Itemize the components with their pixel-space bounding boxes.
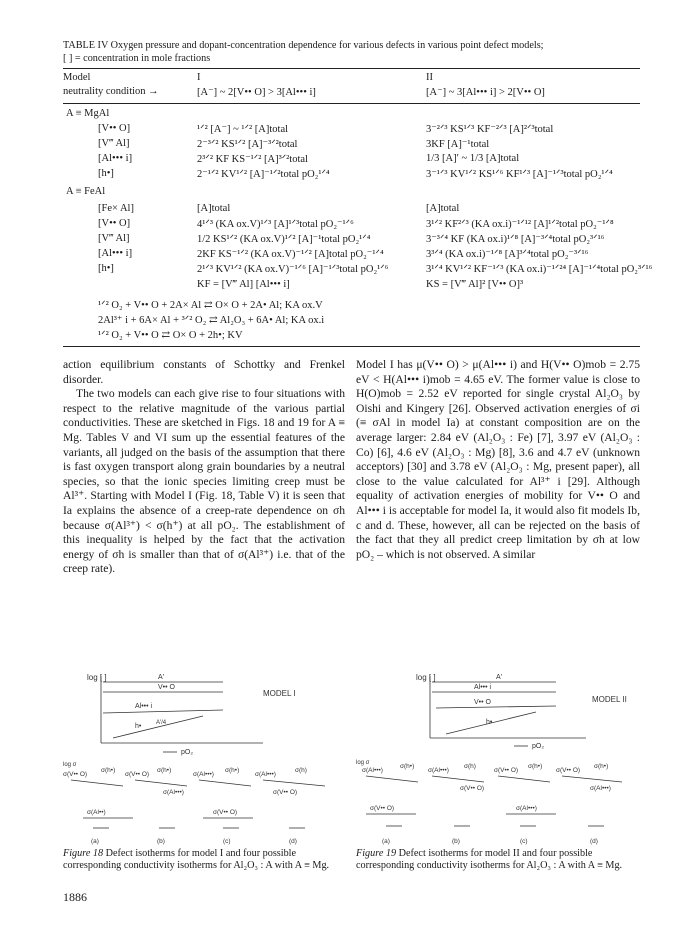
table-b-defect-3: [Al••• i]: [98, 248, 133, 259]
table-a-defect-3: [h•]: [98, 168, 114, 179]
fig19-model-label: MODEL II: [592, 695, 627, 704]
fig18-cond-label-2: σ(V•• O): [125, 771, 150, 778]
fig19-panel-a: (a): [382, 838, 390, 845]
fig19-level-label-vo: V•• O: [474, 699, 491, 706]
fig18-level-label-acceptor: A′: [158, 674, 164, 681]
fig18-p-label: pO₂: [181, 749, 194, 756]
table-head-model-II: II: [426, 72, 433, 83]
table-a-II-1: 3KF [A]⁻¹total: [426, 139, 490, 150]
fig18-log-sigma: log σ: [63, 762, 77, 768]
right-paragraph-1: Model I has μ(V•• O) > μ(Al••• i) and H(V•• O)mob = 2.75 eV < H(Al••• i)mob = 4.65 eV. The former value is close to H(O)mob = 2.52 eV reported for single crystal Al₂O₃ by Oishi and Kingery [26]. Observed activation energies of σi (≡ σAl in model Ia) at constant composition are on the average larger: 2.84 eV (Al₂O₃ : Fe) [7], 3.97 eV (Al₂O₃ : Co) [6], 4.6 eV (Al₂O₃ : Mg) [8], 3.6 and 4.7 eV (unknown acceptors) [30] and 3.78 eV (Al₂O₃ : Mg, present paper), all close to the value calculated for Al³⁺ i [29]. Although equality of activation energies of mobility for V•• O and Al••• i is acceptable for model Ia, it would also fit models Ib, c and d. These, however, all can be rejected on the basis of the fact that they all predict creep limitation by σh at low pO₂ – which is not observed. A similar: [356, 358, 640, 561]
left-column: [63, 358, 345, 577]
fig19-cond-label-0: σ(Al•••): [362, 767, 383, 774]
table-b-I-2: 1/2 KS¹ᐟ² (KA ox.V)¹ᐟ² [A]⁻¹total pO₂¹ᐟ⁴: [197, 234, 371, 245]
fig18-iso-d: [263, 780, 325, 786]
fig19-iso-a: [366, 776, 418, 782]
fig18-iso-b: [135, 780, 187, 786]
table-a-II-0: 3⁻²ᐟ³ KS¹ᐟ³ KF⁻²ᐟ³ [A]²ᐟ³total: [426, 124, 554, 135]
fig19-iso-d: [562, 776, 622, 782]
table-b-defect-0: [Fe× Al]: [98, 203, 134, 214]
left-paragraph-2: The two models can each give rise to four situations with respect to the relative magnitude of the various partial conductivities. These are sketched in Figs. 18 and 19 for A ≡ Mg. Tables V and VI sum up the essential features of the variants, all judged on the basis of the assumption that there is fast oxygen transport along grain boundaries by a neutral species, so that the ionic species limiting creep must be Al³⁺. Starting with Model I (Fig. 18, Table V) it is seen that Ia explains the absence of a creep-rate dependence on σh because σ(Al³⁺) < σ(h⁺) at all pO₂. The establishment of this inequality is helped by the fact that the activation energy of σh is smaller than that of σ(Al³⁺) i.e. that of the creep rate).: [63, 387, 345, 576]
table-b-I-1: 4¹ᐟ³ (KA ox.V)¹ᐟ³ [A]¹ᐟ³total pO₂⁻¹ᐟ⁶: [197, 219, 354, 230]
fig18-panel-c: (c): [223, 838, 231, 845]
table-b-defect-2: [V‴ Al]: [98, 233, 130, 244]
table-a-defect-2: [Al••• i]: [98, 153, 133, 164]
table-reaction-3: ¹ᐟ² O₂ + V•• O ⇄ O× O + 2h•; KV: [98, 330, 243, 341]
fig18-lower-label-0: σ(Al•••): [163, 789, 184, 796]
fig19-panel-d: (d): [590, 838, 598, 845]
fig18-level-label-vo: V•• O: [158, 684, 175, 691]
table-caption-line-1: TABLE IV Oxygen pressure and dopant-concentration dependence for various defects in various point defect models;: [63, 40, 544, 51]
figure-19-caption: [356, 848, 640, 873]
table-a-I-3: 2⁻¹ᐟ² KV¹ᐟ² [A]⁻¹ᐟ²total pO₂¹ᐟ⁴: [197, 169, 330, 180]
fig19-panel-b: (b): [452, 838, 460, 845]
table-head-condition: neutrality condition →: [63, 86, 159, 97]
fig18-cond-label-0: σ(V•• O): [63, 771, 88, 778]
table-reaction-1: ¹ᐟ² O₂ + V•• O + 2A× Al ⇄ O× O + 2A• Al; KA ox.V: [98, 300, 323, 311]
table-b-defect-1: [V•• O]: [98, 218, 131, 229]
fig19-bottom-label-0: σ(V•• O): [370, 805, 395, 812]
fig19-cond-label-2: σ(Al•••): [428, 767, 449, 774]
table-a-II-3: 3⁻¹ᐟ³ KV¹ᐟ² KS¹ᐟ⁶ KF¹ᐟ³ [A]⁻¹ᐟ³total pO₂¹ᐟ⁴: [426, 169, 613, 180]
figure-18-caption-label: Figure 18: [63, 848, 104, 859]
fig19-cond-label-3: σ(h): [464, 763, 476, 770]
fig18-panel-d: (d): [289, 838, 297, 845]
fig18-cond-label-1: σ(h•): [101, 767, 116, 774]
table-a-I-1: 2⁻³ᐟ² KS¹ᐟ² [A]⁻³ᐟ²total: [197, 139, 298, 150]
fig18-model-label: MODEL I: [263, 689, 296, 698]
table-caption-line-2: [ ] = concentration in mole fractions: [63, 52, 211, 64]
fig19-cond-label-7: σ(h•): [594, 763, 609, 770]
table-head-rule: [63, 103, 640, 104]
fig18-bottom-label-0: σ(Al••): [87, 809, 106, 816]
table-a-I-0: ¹ᐟ² [A⁻] ~ ¹ᐟ² [A]total: [197, 124, 289, 135]
fig19-p-label: pO₂: [532, 743, 545, 750]
fig19-level-vo: [436, 706, 556, 708]
figure-18-caption-text: Defect isotherms for model I and four possible corresponding conductivity isotherms for Al₂O₃ : A with A ≡ Mg.: [63, 848, 330, 872]
figure-18-diagram: [63, 668, 345, 846]
fig18-cond-label-5: σ(h•): [225, 767, 240, 774]
fig19-level-label-acceptor: A′: [496, 674, 502, 681]
table-reaction-2: 2Al³⁺ i + 6A× Al + ³ᐟ² O₂ ⇄ Al₂O₃ + 6A• Al; KA ox.i: [98, 315, 325, 326]
fig19-iso-b: [432, 776, 484, 782]
fig18-panel-a: (a): [91, 838, 99, 845]
fig18-cond-label-7: σ(h): [295, 767, 307, 774]
figure-19-diagram: [356, 668, 640, 846]
left-paragraph-1: action equilibrium constants of Schottky and Frenkel disorder.: [63, 358, 345, 386]
table-head-model: Model: [63, 72, 91, 83]
figure-19-caption-text: Defect isotherms for model II and four possible corresponding conductivity isotherms for Al₂O₃ : A with A ≡ Mg.: [356, 848, 623, 872]
fig18-iso-c: [199, 780, 251, 786]
fig19-level-label-h: h•: [486, 719, 493, 726]
table-cond-I: [A⁻] ~ 2[V•• O] > 3[Al••• i]: [197, 87, 316, 98]
fig19-iso-c: [498, 776, 550, 782]
table-section-mg: A ≡ MgAl: [66, 108, 110, 119]
table-ks-definition: KS = [V‴ Al]² [V•• O]³: [426, 279, 524, 290]
table-b-II-3: 3³ᐟ⁴ (KA ox.i)⁻¹ᐟ⁸ [A]³ᐟ⁴total pO₂⁻³ᐟ¹⁶: [426, 249, 589, 260]
table-a-I-2: 2³ᐟ² KF KS⁻¹ᐟ² [A]³ᐟ²total: [197, 154, 308, 165]
fig18-lower-label-1: σ(V•• O): [273, 789, 298, 796]
fig19-panel-c: (c): [520, 838, 528, 845]
fig18-level-label-al: Al••• i: [135, 703, 153, 710]
table-b-I-0: [A]total: [197, 203, 231, 214]
table-b-II-0: [A]total: [426, 203, 460, 214]
table-a-defect-0: [V•• O]: [98, 123, 131, 134]
fig19-cond-label-1: σ(h•): [400, 763, 415, 770]
fig18-y-label: log [ ]: [87, 673, 107, 682]
table-bottom-rule: [63, 346, 640, 347]
table-top-rule: [63, 68, 640, 69]
fig19-cond-label-6: σ(V•• O): [556, 767, 581, 774]
table-b-II-2: 3⁻³ᐟ⁴ KF (KA ox.i)¹ᐟ⁸ [A]⁻³ᐟ⁴total pO₂³ᐟ¹⁶: [426, 234, 605, 245]
fig19-y-label: log [ ]: [416, 673, 436, 682]
table-b-defect-4: [h•]: [98, 263, 114, 274]
table-b-II-4: 3¹ᐟ⁴ KV¹ᐟ² KF⁻¹ᐟ³ (KA ox.i)⁻¹ᐟ²⁴ [A]⁻¹ᐟ⁴total pO₂³ᐟ¹⁶: [426, 264, 653, 275]
table-section-fe: A ≡ FeAl: [66, 186, 106, 197]
figure-19-caption-label: Figure 19: [356, 848, 397, 859]
fig18-level-label-h: h•: [135, 723, 142, 730]
fig19-log-sigma: log σ: [356, 760, 370, 766]
fig18-cond-label-6: σ(Al•••): [255, 771, 276, 778]
page-number: 1886: [63, 890, 87, 904]
table-a-II-2: 1/3 [A]′ ~ 1/3 [A]total: [426, 153, 520, 164]
table-cond-II: [A⁻] ~ 3[Al••• i] > 2[V•• O]: [426, 87, 545, 98]
table-caption: [63, 40, 643, 65]
fig18-panel-b: (b): [157, 838, 165, 845]
fig18-level-label-quarter: A′/4: [156, 720, 167, 726]
fig19-lower-label-0: σ(V•• O): [460, 785, 485, 792]
fig19-lower-label-1: σ(Al•••): [590, 785, 611, 792]
table-b-I-4: 2¹ᐟ³ KV¹ᐟ² (KA ox.V)⁻¹ᐟ⁶ [A]⁻¹ᐟ³total pO₂¹ᐟ⁶: [197, 264, 389, 275]
fig19-cond-label-5: σ(h•): [528, 763, 543, 770]
fig18-level-al: [103, 710, 223, 713]
fig18-cond-label-4: σ(Al•••): [193, 771, 214, 778]
table-kf-definition: KF = [V‴ Al] [Al••• i]: [197, 279, 290, 290]
fig19-cond-label-4: σ(V•• O): [494, 767, 519, 774]
table-b-I-3: 2KF KS⁻¹ᐟ² (KA ox.V)⁻¹ᐟ² [A]total pO₂⁻¹ᐟ⁴: [197, 249, 384, 260]
fig18-cond-label-3: σ(h•): [157, 767, 172, 774]
right-column: [356, 358, 640, 562]
table-head-model-I: I: [197, 72, 201, 83]
fig18-iso-a: [71, 780, 123, 786]
figure-18-caption: [63, 848, 345, 873]
fig19-bottom-label-1: σ(Al•••): [516, 805, 537, 812]
table-b-II-1: 3¹ᐟ² KF²ᐟ³ (KA ox.i)⁻¹ᐟ¹² [A]¹ᐟ²total pO₂⁻¹ᐟ⁸: [426, 219, 614, 230]
fig19-level-label-al: Al••• i: [474, 684, 492, 691]
fig18-bottom-label-1: σ(V•• O): [213, 809, 238, 816]
table-a-defect-1: [V‴ Al]: [98, 138, 130, 149]
